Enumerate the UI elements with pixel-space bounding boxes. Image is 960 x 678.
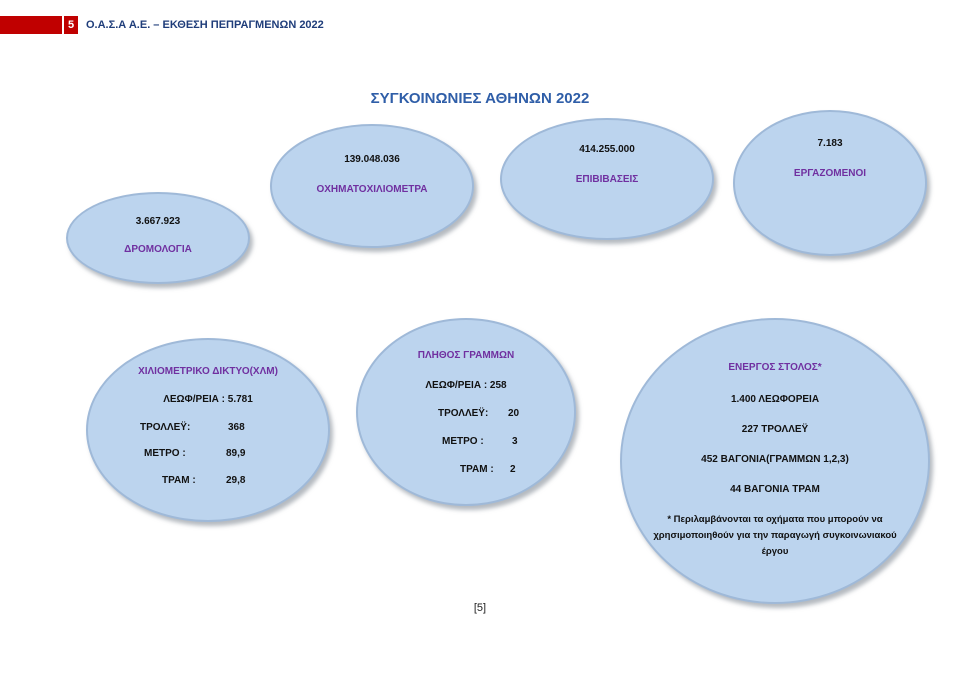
active-fleet-tram-cars: 44 ΒΑΓΟΝΙΑ ΤΡΑΜ bbox=[730, 484, 820, 495]
boardings-value: 414.255.000 bbox=[579, 144, 635, 155]
header-title: Ο.Α.Σ.Α Α.Ε. – ΕΚΘΕΣΗ ΠΕΠΡΑΓΜΕΝΩΝ 2022 bbox=[86, 19, 324, 31]
network-km-trolley-value: 368 bbox=[228, 422, 245, 433]
lines-count-bus: ΛΕΩΦ/ΡΕΙΑ : 258 bbox=[425, 380, 507, 391]
lines-count-trolley-label: ΤΡΟΛΛΕΫ: bbox=[438, 408, 489, 419]
vehicle-km-value: 139.048.036 bbox=[344, 154, 400, 165]
header-page-number: 5 bbox=[64, 16, 78, 34]
lines-count-ellipse bbox=[356, 318, 576, 506]
header-red-bar bbox=[0, 16, 62, 34]
boardings-ellipse bbox=[500, 118, 714, 240]
employees-ellipse bbox=[733, 110, 927, 256]
lines-count-title: ΠΛΗΘΟΣ ΓΡΑΜΜΩΝ bbox=[417, 350, 515, 361]
network-km-tram-label: ΤΡΑΜ : bbox=[162, 475, 196, 486]
active-fleet-metro-cars: 452 ΒΑΓΟΝΙΑ(ΓΡΑΜΜΩΝ 1,2,3) bbox=[701, 454, 849, 465]
page-title: ΣΥΓΚΟΙΝΩΝΙΕΣ ΑΘΗΝΩΝ 2022 bbox=[370, 90, 590, 107]
network-km-trolley-label: ΤΡΟΛΛΕΫ: bbox=[140, 422, 191, 433]
active-fleet-buses: 1.400 ΛΕΩΦΟΡΕΙΑ bbox=[730, 394, 820, 405]
lines-count-tram-value: 2 bbox=[510, 464, 516, 475]
employees-value: 7.183 bbox=[817, 138, 843, 149]
vehicle-km-ellipse bbox=[270, 124, 474, 248]
active-fleet-title: ΕΝΕΡΓΟΣ ΣΤΟΛΟΣ* bbox=[728, 362, 822, 373]
network-km-metro-value: 89,9 bbox=[226, 448, 246, 459]
vehicle-km-label: ΟΧΗΜΑΤΟΧΙΛΙΟΜΕΤΡΑ bbox=[316, 184, 428, 195]
network-km-title: ΧΙΛΙΟΜΕΤΡΙΚΟ ΔΙΚΤΥΟ(ΧΛΜ) bbox=[138, 366, 278, 377]
active-fleet-ellipse bbox=[620, 318, 930, 604]
lines-count-metro-label: ΜΕΤΡΟ : bbox=[442, 436, 484, 447]
network-km-metro-label: ΜΕΤΡΟ : bbox=[144, 448, 186, 459]
routes-value: 3.667.923 bbox=[135, 216, 181, 227]
active-fleet-trolleys: 227 ΤΡΟΛΛΕΫ bbox=[741, 424, 809, 435]
footer-page-number: [5] bbox=[473, 602, 487, 614]
active-fleet-note: * Περιλαμβάνονται τα οχήματα που μπορούν να χρησιμοποιηθούν για την παραγωγή συγκοινωνιακού έργου bbox=[653, 514, 897, 557]
lines-count-metro-value: 3 bbox=[512, 436, 518, 447]
routes-label: ΔΡΟΜΟΛΟΓΙΑ bbox=[124, 244, 192, 255]
boardings-label: ΕΠΙΒΙΒΑΣΕΙΣ bbox=[575, 174, 639, 185]
network-km-bus: ΛΕΩΦ/ΡΕΙΑ : 5.781 bbox=[163, 394, 253, 405]
network-km-ellipse bbox=[86, 338, 330, 522]
lines-count-tram-label: ΤΡΑΜ : bbox=[460, 464, 494, 475]
employees-label: ΕΡΓΑΖΟΜΕΝΟΙ bbox=[793, 168, 867, 179]
lines-count-trolley-value: 20 bbox=[508, 408, 520, 419]
network-km-tram-value: 29,8 bbox=[226, 475, 246, 486]
routes-ellipse bbox=[66, 192, 250, 284]
